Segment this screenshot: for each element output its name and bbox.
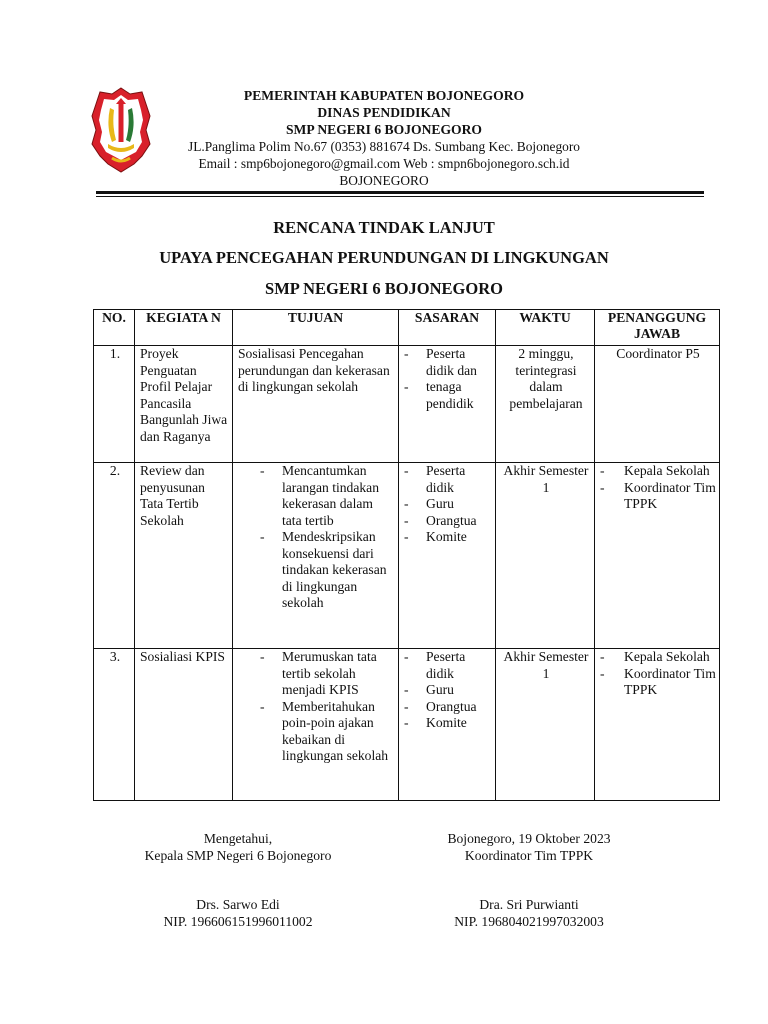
signatory-nip: NIP. 196606151996011002 [163,914,313,929]
school-name: SMP NEGERI 6 BOJONEGORO [285,122,482,137]
letterhead [150,87,618,189]
sasaran-item: - Orangtua [404,699,492,716]
column-header-sasaran: SASARAN [399,310,496,346]
row-penanggung-jawab [595,463,720,649]
row-no: 1. [94,346,135,463]
row-penanggung-jawab: Coordinator P5 [595,346,720,463]
pj-item: - Kepala Sekolah [600,463,716,480]
signature-position: Koordinator Tim TPPK [464,848,594,863]
regency-crest-logo [90,86,152,174]
table-row [94,346,720,463]
pj-item: - Koordinator Tim TPPK [600,666,716,699]
row-penanggung-jawab [595,649,720,801]
row-waktu: Akhir Semester 1 [496,463,595,649]
government-name: PEMERINTAH KABUPATEN BOJONEGORO [243,88,525,103]
document-subtitle-school: SMP NEGERI 6 BOJONEGORO [265,279,503,298]
signatory-name: Dra. Sri Purwianti [479,897,579,912]
signatory-nip: NIP. 196804021997032003 [454,914,604,929]
school-contact: Email : smp6bojonegoro@gmail.com Web : smpn6bojonegoro.sch.id [198,156,570,171]
sasaran-item: - Guru [404,496,492,513]
table-header-row [94,310,720,346]
row-waktu: Akhir Semester 1 [496,649,595,801]
bojonegoro-regency-crest-icon [90,86,152,174]
sasaran-item: - Orangtua [404,513,492,530]
document-subtitle: UPAYA PENCEGAHAN PERUNDUNGAN DI LINGKUNGAN [159,248,609,267]
signature-place-date: Bojonegoro, 19 Oktober 2023 [447,831,611,846]
school-address: JL.Panglima Polim No.67 (0353) 881674 Ds. Sumbang Kec. Bojonegoro [187,139,581,154]
document-title: RENCANA TINDAK LANJUT [273,218,495,237]
action-plan-table [93,309,720,801]
signature-acknowledged-label: Mengetahui, [203,831,273,846]
tujuan-item: - Mencantumkan larangan tindakan kekerasan dalam tata tertib [238,463,395,529]
sasaran-item: - Peserta didik dan [404,346,492,379]
row-tujuan [233,463,399,649]
column-header-no: NO. [94,310,135,346]
row-no: 2. [94,463,135,649]
row-sasaran [399,649,496,801]
row-waktu: 2 minggu, terintegrasi dalam pembelajaran [496,346,595,463]
row-sasaran [399,463,496,649]
tujuan-item: - Merumuskan tata tertib sekolah menjadi KPIS [238,649,395,699]
row-no: 3. [94,649,135,801]
pj-item: - Kepala Sekolah [600,649,716,666]
signatory-name: Drs. Sarwo Edi [196,897,280,912]
letterhead-rule-thin [96,196,704,197]
tujuan-item: - Memberitahukan poin-poin ajakan kebaikan di lingkungan sekolah [238,699,395,765]
row-tujuan [233,649,399,801]
column-header-penanggung-jawab: PENANGGUNG JAWAB [595,310,720,346]
column-header-tujuan: TUJUAN [233,310,399,346]
department-name: DINAS PENDIDIKAN [317,105,451,120]
school-city: BOJONEGORO [339,173,429,188]
sasaran-item: - Guru [404,682,492,699]
row-tujuan: Sosialisasi Pencegahan perundungan dan kekerasan di lingkungan sekolah [233,346,399,463]
column-header-kegiatan: KEGIATA N [135,310,233,346]
pj-item: - Koordinator Tim TPPK [600,480,716,513]
signature-name-left [110,896,366,930]
sasaran-item: - Peserta didik [404,649,492,682]
table-row [94,649,720,801]
column-header-waktu: WAKTU [496,310,595,346]
letterhead-rule-thick [96,191,704,194]
table-row [94,463,720,649]
sasaran-item: - Komite [404,715,492,732]
sasaran-item: - tenaga pendidik [404,379,492,412]
sasaran-item: - Peserta didik [404,463,492,496]
row-sasaran [399,346,496,463]
signature-position: Kepala SMP Negeri 6 Bojonegoro [144,848,332,863]
tujuan-item: - Mendeskripsikan konsekuensi dari tindakan kekerasan di lingkungan sekolah [238,529,395,612]
row-kegiatan: Review dan penyusunan Tata Tertib Sekolah [135,463,233,649]
signature-block-right [400,830,658,864]
row-kegiatan: Proyek Penguatan Profil Pelajar Pancasila Bangunlah Jiwa dan Raganya [135,346,233,463]
row-kegiatan: Sosialiasi KPIS [135,649,233,801]
signature-block-left [110,830,366,864]
signature-name-right [400,896,658,930]
sasaran-item: - Komite [404,529,492,546]
